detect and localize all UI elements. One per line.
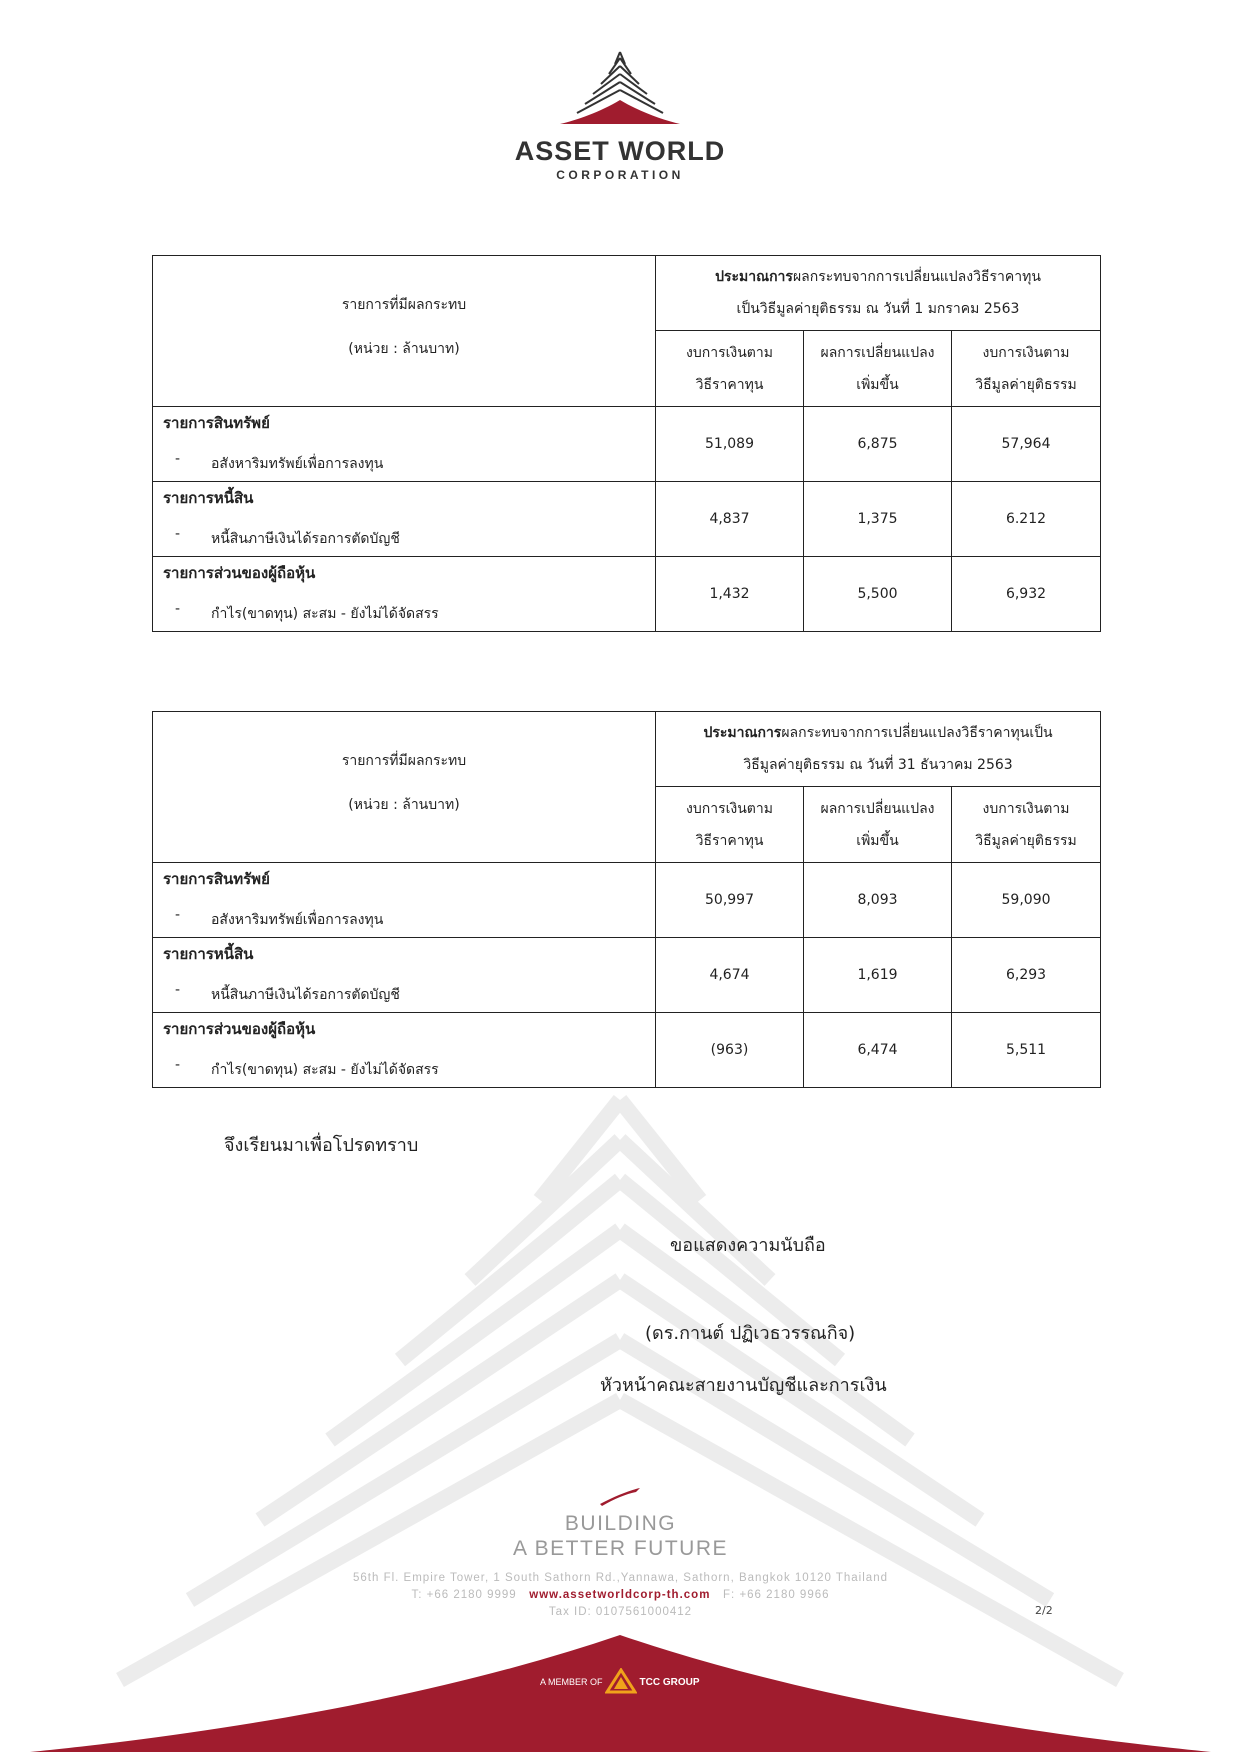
item-label: กำไร(ขาดทุน) สะสม - ยังไม่ได้จัดสรร [211,1062,439,1078]
row-label-title: รายการที่มีผลกระทบ [341,753,467,769]
value-cell: 4,674 [656,938,804,1013]
value-cell: 6,932 [952,557,1101,632]
item-label: อสังหาริมทรัพย์เพื่อการลงทุน [211,456,384,472]
table-row [153,482,1101,557]
column-header-line2: วิธีราคาทุน [695,832,764,849]
tagline-line2: A BETTER FUTURE [512,1537,729,1560]
footer-fax: F: +66 2180 9966 [723,1589,830,1601]
section-heading: รายการส่วนของผู้ถือหุ้น [163,1020,316,1038]
title-bold: ประมาณการ [715,269,793,285]
value-cell: 1,432 [656,557,804,632]
column-header [804,331,952,407]
page-number: 2/2 [1035,1604,1053,1617]
column-header [656,331,804,407]
member-group: TCC GROUP [639,1676,700,1688]
value-cell: 1,375 [804,482,952,557]
value-cell: 6,875 [804,407,952,482]
item-dash: - [175,982,181,998]
footer-website-link[interactable]: www.assetworldcorp-th.com [529,1589,711,1601]
column-header-line1: งบการเงินตาม [686,344,773,361]
company-name: ASSET WORLD [514,136,726,166]
column-header-line2: วิธีมูลค่ายุติธรรม [975,376,1077,393]
item-label: อสังหาริมทรัพย์เพื่อการลงทุน [211,912,384,928]
table-row [153,407,1101,482]
column-header-line2: วิธีมูลค่ายุติธรรม [975,832,1077,849]
section-heading: รายการหนี้สิน [163,489,254,507]
value-cell: 1,619 [804,938,952,1013]
value-cell: 57,964 [952,407,1101,482]
column-header [952,331,1101,407]
title-rest: ผลกระทบจากการเปลี่ยนแปลงวิธีราคาทุนเป็น [781,725,1053,741]
section-heading: รายการสินทรัพย์ [163,870,270,888]
unit-label: (หน่วย : ล้านบาท) [348,797,460,813]
unit-label: (หน่วย : ล้านบาท) [348,341,460,357]
item-label: กำไร(ขาดทุน) สะสม - ยังไม่ได้จัดสรร [211,606,439,622]
section-heading: รายการส่วนของผู้ถือหุ้น [163,564,316,582]
impact-table-jan-2563 [152,255,1101,632]
column-header-line2: เพิ่มขึ้น [856,376,899,393]
footer-phone: T: +66 2180 9999 [411,1589,517,1601]
value-cell: 50,997 [656,863,804,938]
impact-table-dec-2563 [152,711,1101,1088]
item-dash: - [175,451,181,467]
table-row [153,1013,1101,1088]
title-line2: เป็นวิธีมูลค่ายุติธรรม ณ วันที่ 1 มกราคม 2563 [736,301,1020,317]
signer-name: (ดร.กานต์ ปฏิเวธวรรณกิจ) [645,1323,856,1344]
column-header [804,787,952,863]
row-label-header [153,256,656,407]
section-heading: รายการหนี้สิน [163,945,254,963]
title-rest: ผลกระทบจากการเปลี่ยนแปลงวิธีราคาทุน [792,269,1041,285]
tagline-line1: BUILDING [564,1512,677,1535]
column-header-line2: วิธีราคาทุน [695,376,764,393]
item-dash: - [175,1057,181,1073]
column-header [656,787,804,863]
value-cell: 5,500 [804,557,952,632]
column-header-line1: งบการเงินตาม [982,800,1070,817]
value-cell: 4,837 [656,482,804,557]
footer-contact [0,1589,1241,1601]
column-header-line1: งบการเงินตาม [686,800,773,817]
title-bold: ประมาณการ [703,725,782,741]
value-cell: (963) [656,1013,804,1088]
item-label: หนี้สินภาษีเงินได้รอการตัดบัญชี [211,531,400,547]
company-subtitle: CORPORATION [556,168,684,182]
building-logo-icon [555,50,685,132]
table-row [153,557,1101,632]
section-heading: รายการสินทรัพย์ [163,414,270,432]
title-line2: วิธีมูลค่ายุติธรรม ณ วันที่ 31 ธันวาคม 2563 [743,757,1013,773]
value-cell: 51,089 [656,407,804,482]
member-label: A MEMBER OF [540,1677,603,1687]
item-dash: - [175,601,181,617]
footer-tax-id: Tax ID: 0107561000412 [548,1606,693,1618]
table-title [656,256,1101,331]
table-title [656,712,1101,787]
item-dash: - [175,526,181,542]
column-header [952,787,1101,863]
tcc-triangle-icon [605,1668,637,1696]
column-header-line1: ผลการเปลี่ยนแปลง [820,344,935,361]
regards-text: ขอแสดงความนับถือ [670,1235,826,1256]
item-dash: - [175,907,181,923]
value-cell: 5,511 [952,1013,1101,1088]
value-cell: 6,474 [804,1013,952,1088]
value-cell: 8,093 [804,863,952,938]
tcc-member-badge [540,1668,700,1694]
closing-text: จึงเรียนมาเพื่อโปรดทราบ [224,1135,419,1156]
column-header-line2: เพิ่มขึ้น [856,832,899,849]
row-label-header [153,712,656,863]
value-cell: 6.212 [952,482,1101,557]
building-watermark [0,1080,1241,1755]
signer-position: หัวหน้าคณะสายงานบัญชีและการเงิน [600,1375,887,1396]
table-row [153,863,1101,938]
company-logo [500,50,740,190]
value-cell: 59,090 [952,863,1101,938]
column-header-line1: ผลการเปลี่ยนแปลง [820,800,935,817]
item-label: หนี้สินภาษีเงินได้รอการตัดบัญชี [211,987,400,1003]
row-label-title: รายการที่มีผลกระทบ [341,297,467,313]
value-cell: 6,293 [952,938,1101,1013]
footer-address: 56th Fl. Empire Tower, 1 South Sathorn Rd.,Yannawa, Sathorn, Bangkok 10120 Thailand [353,1572,888,1584]
table-row [153,938,1101,1013]
column-header-line1: งบการเงินตาม [982,344,1070,361]
